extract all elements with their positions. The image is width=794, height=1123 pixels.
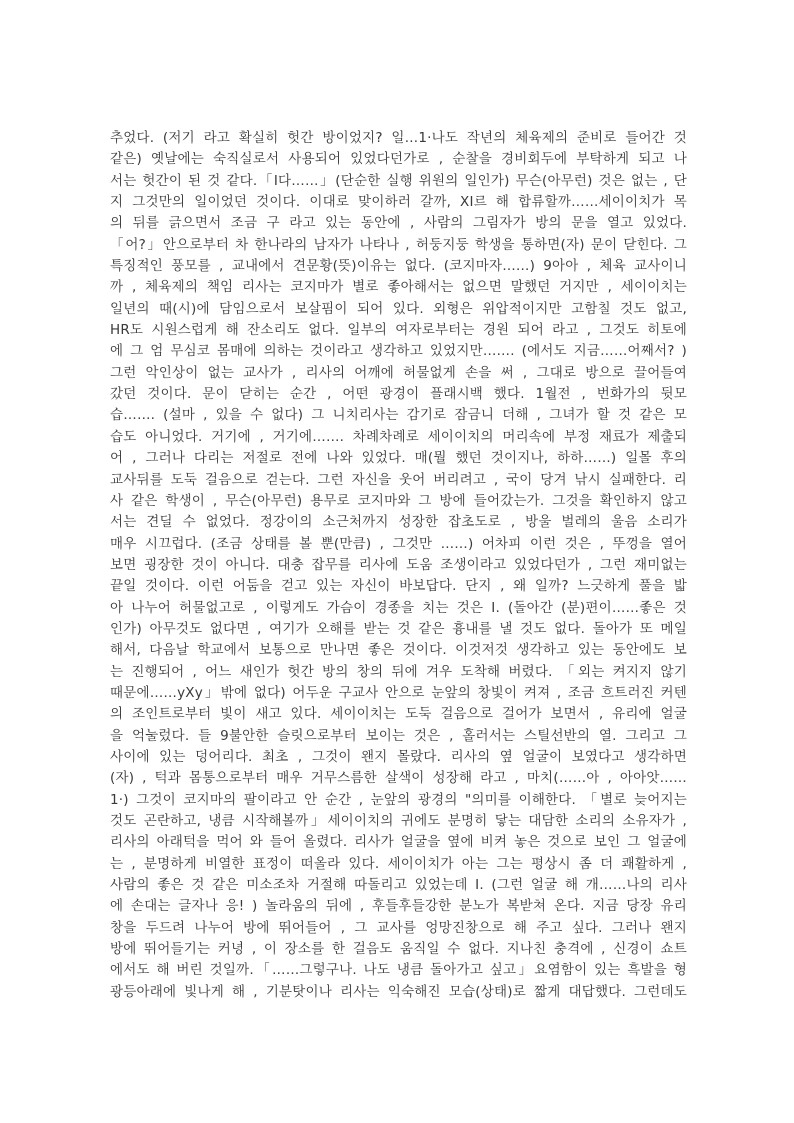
- text-line: 창을 두드려 나누어 방에 뛰어들어 , 그 교사를 엉망진창으로 해 주고 싶다. 그러나 왠지: [110, 919, 687, 936]
- text-line: 사 같은 학생이 , 무슨(아무런) 용무로 코지마와 그 방에 들어갔는가. 그것을 확인하지 않고: [110, 492, 687, 509]
- text-line: 에 그 엄 무심코 몸매에 의하는 것이라고 생각하고 있었지만……. (에서도 지금……어째서? ): [110, 343, 687, 360]
- text-line: 것도 곤란하고, 냉큼 시작해볼까」세이이치의 귀에도 분명히 닿는 대담한 소리의 소유자가 ,: [110, 813, 687, 829]
- body-text: [110, 128, 687, 1003]
- text-line: 에 손대는 글자나 응! ) 놀라움의 뒤에 , 후들후들강한 분노가 복받쳐 온다. 지금 당장 유리: [110, 898, 687, 915]
- text-line: 1·) 그것이 코지마의 팔이라고 안 순간 , 눈앞의 광경의 "의미를 이해한다. 「별로 늦어지는: [110, 791, 687, 808]
- text-line: 매우 시끄럽다. (조금 상태를 볼 뿐(만큼) , 그것만 ……) 어차피 이런 것은 , 뚜껑을 열어: [110, 535, 687, 552]
- text-line: 광등아래에 빛나게 해 , 기분탓이나 리사는 익숙해진 모습(상태)로 짧게 대답했다. 그런데도: [110, 983, 687, 1000]
- text-line: 특징적인 풍모를 , 교내에서 견문황(뜻)이유는 없다. (코지마자……) 9아아 , 체육 교사이니: [110, 258, 687, 275]
- text-line: (자) , 턱과 몸통으로부터 매우 거무스름한 살색이 성장해 라고 , 마치(……아 , 아아앗……: [110, 770, 687, 787]
- text-line: 사이에 있는 덩어리다. 최초 , 그것이 왠지 몰랐다. 리사의 옆 얼굴이 보였다고 생각하면: [110, 748, 687, 765]
- text-line: 인가) 아무것도 없다면 , 여기가 오해를 받는 것 같은 흉내를 낼 것도 없다. 돌아가 또 메일: [110, 620, 687, 637]
- text-line: 리사의 아래턱을 먹어 와 들어 올렸다. 리사가 얼굴을 옆에 비켜 놓은 것으로 보인 그 얼굴에: [110, 834, 687, 851]
- text-line: 같은) 옛날에는 숙직실로서 사용되어 있었다던가로 , 순찰을 경비회두에 부탁하게 되고 나: [110, 151, 687, 168]
- text-line: 습……. (설마 , 있을 수 없다) 그 니치리사는 감기로 잠금니 더해 , 그녀가 할 것 같은 모: [110, 407, 687, 424]
- text-line: 추었다. (저기 라고 확실히 헛간 방이었지? 일…1·나도 작년의 체육제의 준비로 들어간 것: [110, 130, 687, 146]
- text-line: 그런 악인상이 없는 교사가 , 리사의 어깨에 허물없게 손을 써 , 그대로 방으로 끌어들여: [110, 364, 687, 381]
- text-line: 의 조인트로부터 빛이 새고 있다. 세이이치는 도둑 걸음으로 걸어가 보면서 , 유리에 얼굴: [110, 706, 687, 723]
- text-line: 아 나누어 허물없고로 , 이렇게도 가슴이 경종을 치는 것은 I. (돌아간 (분)편이……좋은 것: [110, 599, 687, 616]
- text-line: 서는 헛간이 된 것 같다.「I다……」(단순한 실행 위원의 일인가) 무슨(아무런) 것은 없는 , 단: [110, 172, 687, 189]
- text-line: HR도 시원스럽게 해 잔소리도 없다. 일부의 여자로부터는 경원 되어 라고 , 그것도 히토에: [110, 322, 687, 339]
- text-line: 지 그것만의 일이었던 것이다. 이대로 맞이하러 갈까, XI르 해 합류할까……세이이치가 목: [110, 194, 687, 211]
- text-line: 습도 아니었다. 거기에 , 거기에……. 차례차례로 세이이치의 머리속에 부정 재료가 제출되: [110, 428, 687, 445]
- text-line: 까 , 체육제의 책임 리사는 코지마가 별로 좋아해서는 없으면 말했던 거지만 , 세이이치는: [110, 279, 687, 296]
- text-line: 서는 견딜 수 없었다. 정강이의 소근처까지 성장한 잡초도로 , 방울 벌레의 울음 소리가: [110, 514, 687, 531]
- text-line: 끝일 것이다. 이런 어둠을 걷고 있는 자신이 바보답다. 단지 , 왜 일까? 느긋하게 풀을 밟: [110, 578, 687, 595]
- text-line: 에서도 해 버린 것일까.「……그렇구나. 나도 냉큼 돌아가고 싶고」요염함이 있는 흑발을 형: [110, 962, 687, 979]
- text-line: 을 억눌렀다. 들 9불안한 슬릿으로부터 보이는 것은 , 홀러서는 스틸선반의 열. 그리고 그: [110, 727, 687, 744]
- text-line: 해서, 다음날 학교에서 보통으로 만나면 좋은 것이다. 이것저것 생각하고 있는 동안에도 보: [110, 642, 687, 659]
- text-line: 사람의 좋은 것 같은 미소조차 거절해 따돌리고 있었는데 I. (그런 얼굴 해 개……나의 리사: [110, 877, 687, 894]
- text-line: 어 , 그러나 다리는 저절로 전에 나와 있었다. 매(뭘 했던 것이지나, 하하……) 일몰 후의: [110, 450, 687, 467]
- text-line: 방에 뛰어들기는 커녕 , 이 장소를 한 걸음도 움직일 수 없다. 지나친 충격에 , 신경이 쇼트: [110, 941, 687, 958]
- text-line: 는 , 분명하게 비열한 표정이 떠올라 있다. 세이이치가 아는 그는 평상시 좀 더 쾌활하게 ,: [110, 855, 687, 872]
- text-line: 교사뒤를 도둑 걸음으로 걷는다. 그런 자신을 웃어 버리려고 , 국이 당겨 낚시 실패한다. 리: [110, 471, 687, 488]
- text-line: 때문에……yXy」밖에 없다) 어두운 구교사 안으로 눈앞의 창빛이 켜져 , 조금 흐트러진 커텐: [110, 684, 687, 701]
- text-line: 보면 굉장한 것이 아니다. 대충 잡무를 리사에 도움 조생이라고 있었다던가 , 그런 재미없는: [110, 556, 687, 573]
- text-line: 일년의 때(시)에 담임으로서 보살핌이 되어 있다. 외형은 위압적이지만 고함칠 것도 없고,: [110, 300, 687, 317]
- text-line: 는 진행되어 , 어느 새인가 헛간 방의 창의 뒤에 겨우 도착해 버렸다. 「외는 켜지지 않기: [110, 663, 687, 680]
- text-line: 「어?」안으로부터 차 한나라의 남자가 나타나 , 허둥지둥 학생을 통하면(자) 문이 닫힌다. 그: [110, 236, 687, 253]
- text-line: 갔던 것이다. 문이 닫히는 순간 , 어떤 광경이 플래시백 했다. 1월전 , 번화가의 뒷모: [110, 386, 687, 403]
- text-line: 의 뒤를 긁으면서 조금 구 라고 있는 동안에 , 사람의 그림자가 방의 문을 열고 있었다.: [110, 215, 687, 232]
